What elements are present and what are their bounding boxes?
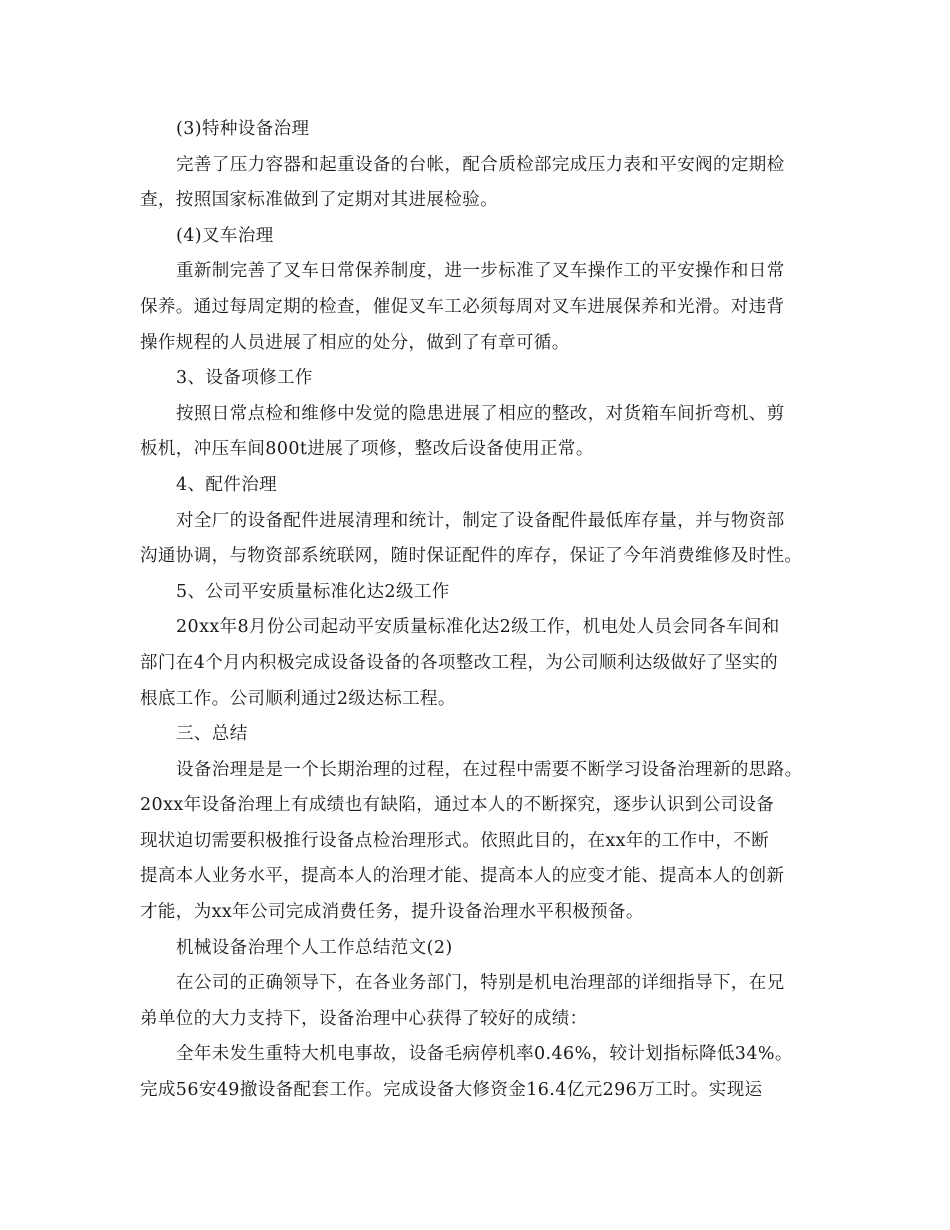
text-line: 重新制完善了叉车日常保养制度，进一步标准了叉车操作工的平安操作和日常 [176,261,785,282]
text-line: 提高本人业务水平，提高本人的治理才能、提高本人的应变才能、提高本人的创新 [140,866,785,887]
text-line: 20xx年设备治理上有成绩也有缺陷，通过本人的不断探究，逐步认识到公司设备 [140,795,775,816]
text-line: 3、设备项修工作 [176,368,313,389]
text-line: 才能，为xx年公司完成消费任务，提升设备治理水平积极预备。 [140,902,644,923]
text-line: 三、总结 [176,724,248,745]
text-line: 全年未发生重特大机电事故，设备毛病停机率0.46%，较计划指标降低34%。 [176,1044,793,1065]
text-line: 20xx年8月份公司起动平安质量标准化达2级工作，机电处人员会同各车间和 [176,617,780,638]
text-line: 操作规程的人员进展了相应的处分，做到了有章可循。 [140,332,570,353]
text-line: 对全厂的设备配件进展清理和统计，制定了设备配件最低库存量，并与物资部 [176,510,785,531]
text-line: 5、公司平安质量标准化达2级工作 [176,581,450,602]
text-line: 根底工作。公司顺利通过2级达标工程。 [140,688,456,709]
text-line: 4、配件治理 [176,474,278,495]
text-line: 板机，冲压车间800t进展了项修，整改后设备使用正常。 [140,439,594,460]
text-line: 弟单位的大力支持下，设备治理中心获得了较好的成绩： [140,1008,588,1029]
text-line: 查，按照国家标准做到了定期对其进展检验。 [140,190,498,211]
text-line: 完成56安49撤设备配套工作。完成设备大修资金16.4亿元296万工时。实现运 [140,1080,763,1101]
text-line: 在公司的正确领导下，在各业务部门，特别是机电治理部的详细指导下，在兄 [176,973,785,994]
text-line: 保养。通过每周定期的检查，催促叉车工必须每周对叉车进展保养和光滑。对违背 [140,296,785,317]
text-line: 设备治理是是一个长期治理的过程，在过程中需要不断学习设备治理新的思路。 [176,759,803,780]
text-line: (3)特种设备治理 [176,119,310,139]
text-line: 沟通协调，与物资部系统联网，随时保证配件的库存，保证了今年消费维修及时性。 [140,546,803,567]
document-body [140,112,820,1109]
text-line: (4)叉车治理 [176,225,274,246]
text-line: 完善了压力容器和起重设备的台帐，配合质检部完成压力表和平安阀的定期检 [176,154,785,175]
text-line: 部门在4个月内积极完成设备设备的各项整改工程，为公司顺利达级做好了坚实的 [140,652,779,673]
text-line: 现状迫切需要积极推行设备点检治理形式。依照此目的，在xx年的工作中，不断 [140,830,770,851]
text-line: 按照日常点检和维修中发觉的隐患进展了相应的整改，对货箱车间折弯机、剪 [176,403,785,424]
text-line: 机械设备治理个人工作总结范文(2) [176,937,453,958]
